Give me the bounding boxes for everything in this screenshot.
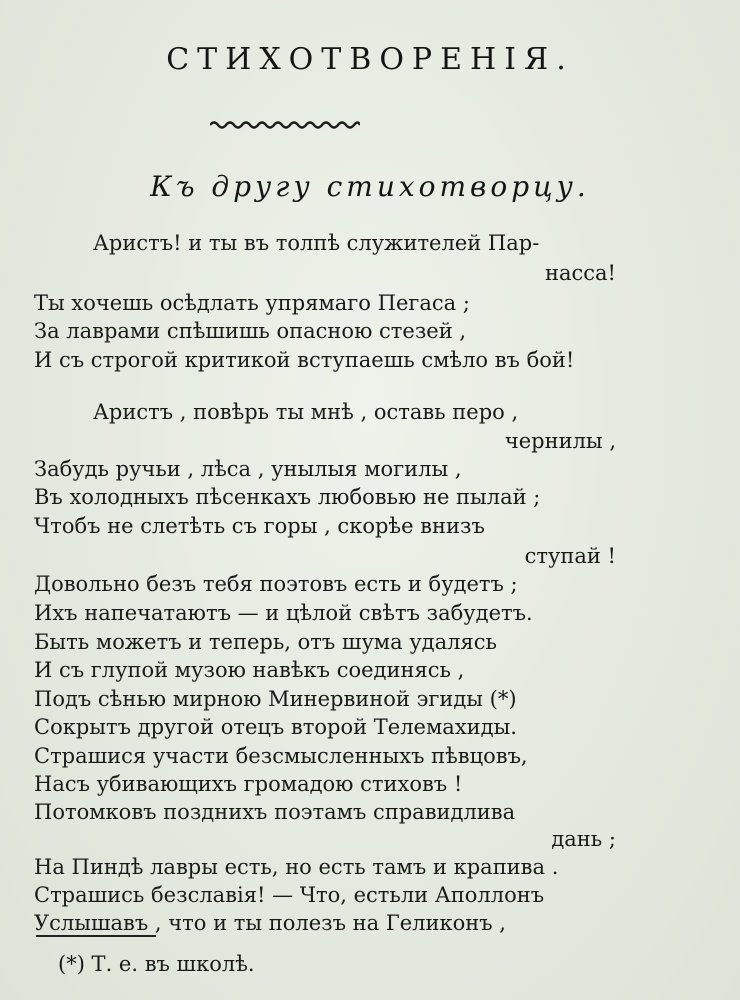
footnote: (*) Т. е. въ школѣ. — [58, 952, 255, 976]
poem-line: Чтобъ не слетѣть съ горы , скорѣе внизъ — [34, 514, 485, 538]
poem-line: Страшись безславія! — Что, естьли Аполлонъ — [34, 883, 545, 907]
poem-line: чернилы , — [504, 429, 616, 453]
poem-line: Забудь ручьи , лѣса , унылыя могилы , — [34, 457, 462, 481]
poem-line: Сокрытъ другой отецъ второй Телемахиды. — [34, 715, 517, 739]
poem-line: Ты хочешь осѣдлать упрямаго Пегаса ; — [34, 291, 470, 315]
poem-line: Аристъ , повѣрь ты мнѣ , оставь перо , — [93, 400, 519, 424]
poem-title: Къ другу стихотворцу. — [150, 170, 590, 203]
poem-line: Довольно безъ тебя поэтовъ есть и будетъ ; — [34, 572, 518, 596]
poem-line: Въ холодныхъ пѣсенкахъ любовью не пылай ; — [34, 485, 541, 509]
poem-line: Ихъ напечатаютъ — и цѣлой свѣтъ забудетъ. — [34, 601, 533, 625]
poem-line: Подъ сѣнью мирною Минервиной эгиды (*) — [34, 687, 517, 711]
poem-line: На Пиндѣ лавры есть, но есть тамъ и крапива . — [34, 855, 559, 879]
poem-line: дань ; — [551, 827, 616, 851]
decorative-ornament-rule — [210, 118, 360, 132]
poem-line: Аристъ! и ты въ толпѣ служителей Пар- — [93, 231, 540, 255]
poem-line: ступай ! — [524, 544, 616, 568]
poem-line: Страшися участи безсмысленныхъ пѣвцовъ, — [34, 744, 528, 768]
poem-line: насса! — [545, 261, 616, 285]
section-title: СТИХОТВОРЕНІЯ. — [166, 42, 574, 77]
poem-line: Услышавъ , что и ты полезъ на Геликонъ , — [34, 911, 506, 935]
poem-line: Насъ убивающихъ громадою стиховъ ! — [34, 772, 463, 796]
poem-line: Потомковъ позднихъ поэтамъ справидлива — [34, 800, 516, 824]
poem-line: И съ строгой критикой вступаешь смѣло въ бой! — [34, 348, 575, 372]
poem-line: Быть можетъ и теперь, отъ шума удалясь — [34, 630, 497, 654]
footnote-divider — [36, 935, 156, 937]
poem-line: За лаврами спѣшишь опасною стезей , — [34, 319, 467, 343]
poem-line: И съ глупой музою навѣкъ соединясь , — [34, 658, 465, 682]
